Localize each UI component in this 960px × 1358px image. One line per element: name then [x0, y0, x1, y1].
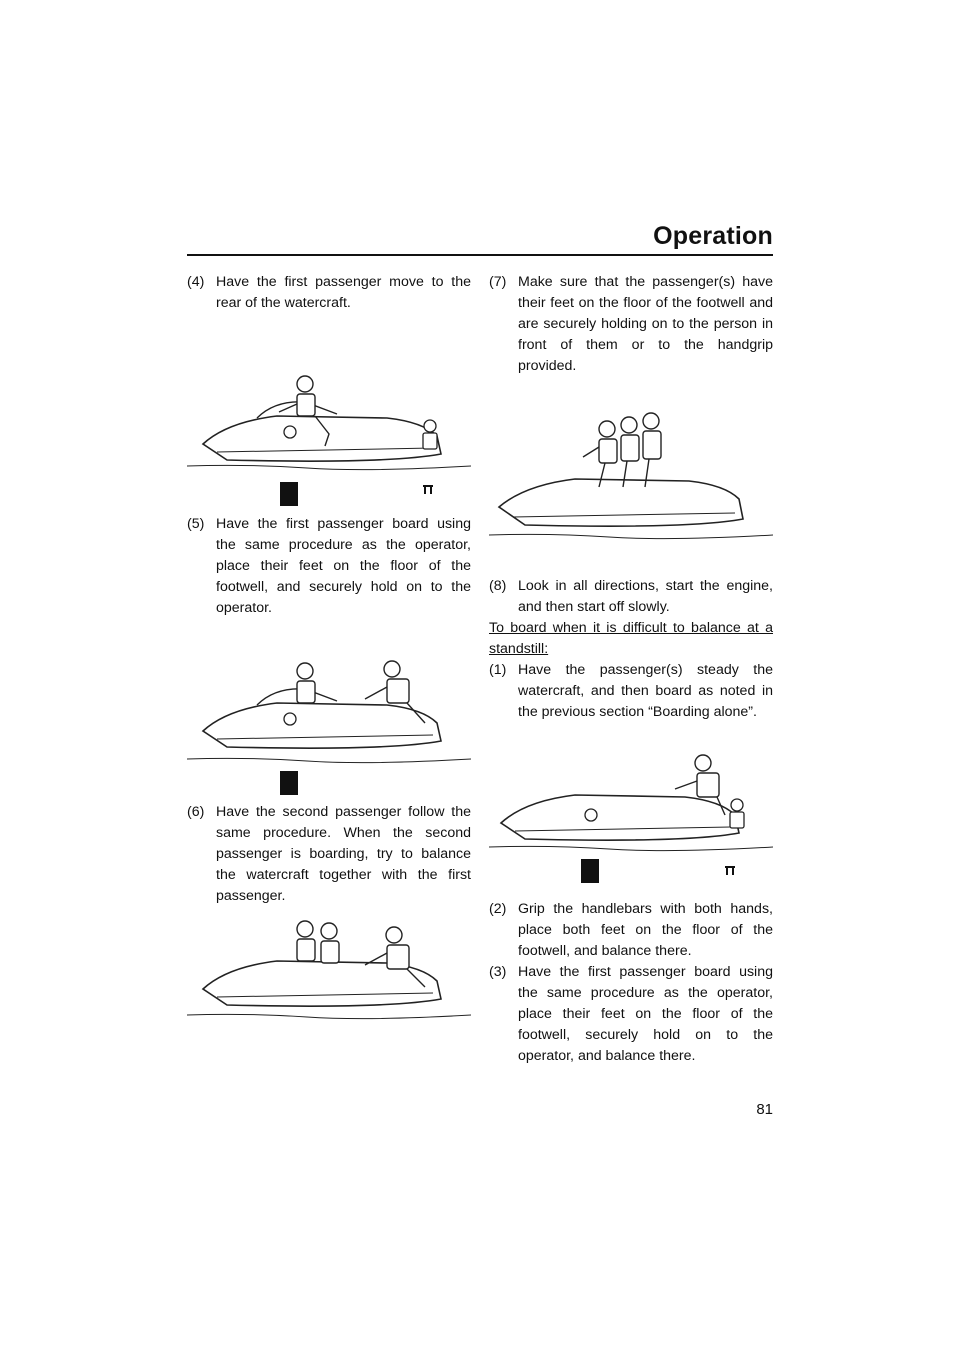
- header-divider: [187, 254, 773, 256]
- step-text: Make sure that the passenger(s) have their feet on the floor of the footwell and are securely holding on to the person in front of them or to the handgrip provided.: [518, 274, 773, 374]
- illustration-second-passenger-boarding: [187, 907, 471, 1047]
- left-column: [187, 272, 471, 1047]
- balance-step-1: [489, 660, 773, 723]
- step-number: (1): [489, 662, 507, 678]
- page-title: Operation: [653, 222, 773, 250]
- step-text: Have the passenger(s) steady the watercraft, and then board as noted in the previous section “Boarding alone”.: [518, 662, 773, 720]
- illustration-passenger-steadying-watercraft: [489, 723, 773, 899]
- step-number: (8): [489, 578, 507, 594]
- step-number: (7): [489, 274, 507, 290]
- step-text: Have the first passenger board using the same procedure as the operator, place their feet on the floor of the footwell, securely hold on to the operator, and balance there.: [518, 964, 773, 1064]
- step-7: [489, 272, 773, 377]
- step-text: Have the first passenger board using the same procedure as the operator, place their feet on the floor of the footwell, and securely hold on to the operator.: [216, 516, 471, 616]
- step-number: (4): [187, 274, 205, 290]
- step-text: Have the first passenger move to the rear of the watercraft.: [216, 274, 471, 311]
- section-heading: To board when it is difficult to balance at a standstill:: [489, 620, 773, 657]
- step-number: (6): [187, 804, 205, 820]
- illustration-first-passenger-boarding: [187, 619, 471, 802]
- step-number: (3): [489, 964, 507, 980]
- step-6: [187, 802, 471, 907]
- step-text: Have the second passenger follow the same procedure. When the second passenger is boarding, try to balance the watercraft together with the first passenger.: [216, 804, 471, 904]
- step-8: [489, 576, 773, 618]
- step-4: [187, 272, 471, 314]
- balance-step-3: [489, 962, 773, 1067]
- page-number: 81: [756, 1101, 773, 1118]
- illustration-passengers-seated: [489, 377, 773, 576]
- balance-step-2: [489, 899, 773, 962]
- step-text: Look in all directions, start the engine, and then start off slowly.: [518, 578, 773, 615]
- illustration-passenger-at-rear: [187, 314, 471, 514]
- step-5: [187, 514, 471, 619]
- step-text: Grip the handlebars with both hands, place both feet on the floor of the footwell, and balance there.: [518, 901, 773, 959]
- right-column: [489, 272, 773, 1067]
- step-number: (5): [187, 516, 205, 532]
- step-number: (2): [489, 901, 507, 917]
